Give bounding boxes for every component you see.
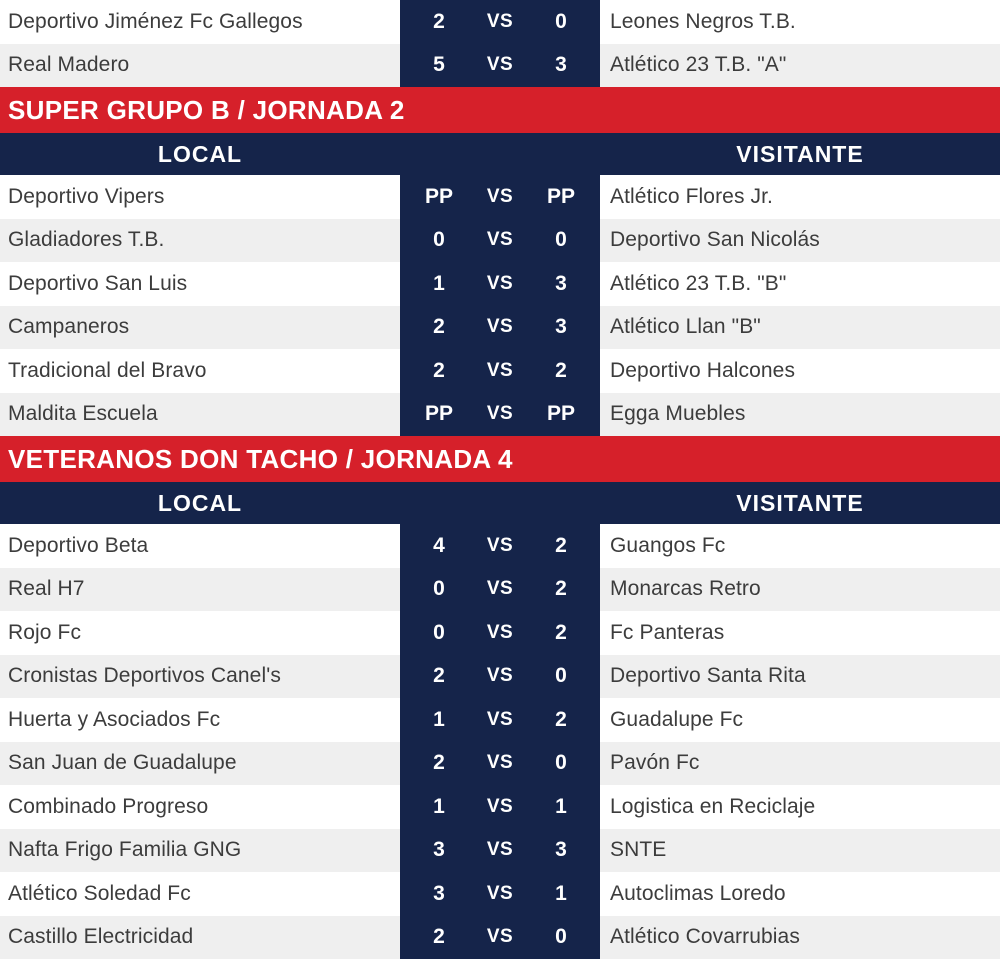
away-team: Atlético Llan "B" <box>600 306 1000 350</box>
away-score: 3 <box>555 53 567 77</box>
home-score: 0 <box>433 577 445 601</box>
score-cell <box>400 785 600 829</box>
away-team: SNTE <box>600 829 1000 873</box>
column-header-visitante: VISITANTE <box>736 489 864 516</box>
score-cell <box>400 611 600 655</box>
table-row <box>0 785 1000 829</box>
score-cell <box>400 916 600 960</box>
score-cell <box>400 175 600 219</box>
vs-label: VS <box>486 839 514 861</box>
home-score: 2 <box>433 358 445 382</box>
column-header-local: LOCAL <box>157 140 243 167</box>
vs-label: VS <box>486 926 514 948</box>
score-cell <box>400 742 600 786</box>
score-cell <box>400 829 600 873</box>
table-row <box>0 175 1000 219</box>
table-row <box>0 393 1000 437</box>
away-team: Egga Muebles <box>600 393 1000 437</box>
home-score: 2 <box>433 925 445 949</box>
home-score: 2 <box>433 315 445 339</box>
away-score: 3 <box>555 838 567 862</box>
home-team: Huerta y Asociados Fc <box>0 698 400 742</box>
vs-label: VS <box>486 229 514 251</box>
table-row <box>0 742 1000 786</box>
home-team: Deportivo San Luis <box>0 262 400 306</box>
table-row <box>0 698 1000 742</box>
vs-label: VS <box>486 621 514 643</box>
away-score: PP <box>546 402 575 426</box>
table-row <box>0 568 1000 612</box>
away-score: 0 <box>555 9 567 33</box>
away-team: Atlético Flores Jr. <box>600 175 1000 219</box>
home-score: 1 <box>433 271 445 295</box>
table-row <box>0 0 1000 44</box>
away-score: 0 <box>555 228 567 252</box>
away-team: Pavón Fc <box>600 742 1000 786</box>
score-cell <box>400 306 600 350</box>
home-team: Deportivo Jiménez Fc Gallegos <box>0 0 400 44</box>
home-score: PP <box>424 402 453 426</box>
home-team: Castillo Electricidad <box>0 916 400 960</box>
home-team: Real H7 <box>0 568 400 612</box>
away-score: 2 <box>555 620 567 644</box>
home-team: Tradicional del Bravo <box>0 349 400 393</box>
home-team: Cronistas Deportivos Canel's <box>0 655 400 699</box>
away-score: 0 <box>555 664 567 688</box>
away-team: Fc Panteras <box>600 611 1000 655</box>
home-score: 4 <box>433 533 445 557</box>
vs-label: VS <box>486 882 514 904</box>
score-cell <box>400 44 600 88</box>
home-team: Combinado Progreso <box>0 785 400 829</box>
table-row <box>0 829 1000 873</box>
section-banner: SUPER GRUPO B / JORNADA 2 <box>0 87 1000 133</box>
score-cell <box>400 872 600 916</box>
away-team: Deportivo Santa Rita <box>600 655 1000 699</box>
score-cell <box>400 393 600 437</box>
away-team: Guadalupe Fc <box>600 698 1000 742</box>
vs-label: VS <box>486 403 514 425</box>
home-team: Gladiadores T.B. <box>0 219 400 263</box>
vs-label: VS <box>486 359 514 381</box>
home-score: 0 <box>433 620 445 644</box>
home-score: 3 <box>433 881 445 905</box>
away-team: Atlético 23 T.B. "A" <box>600 44 1000 88</box>
vs-label: VS <box>486 185 514 207</box>
home-score: 2 <box>433 664 445 688</box>
away-score: PP <box>546 184 575 208</box>
home-team: Real Madero <box>0 44 400 88</box>
vs-label: VS <box>486 54 514 76</box>
home-score: 1 <box>433 794 445 818</box>
away-score: 2 <box>555 577 567 601</box>
away-score: 1 <box>555 881 567 905</box>
away-score: 3 <box>555 315 567 339</box>
vs-label: VS <box>486 272 514 294</box>
home-score: PP <box>424 184 453 208</box>
vs-label: VS <box>486 10 514 32</box>
table-row <box>0 524 1000 568</box>
table-row <box>0 44 1000 88</box>
away-score: 1 <box>555 794 567 818</box>
score-cell <box>400 698 600 742</box>
home-score: 2 <box>433 751 445 775</box>
away-score: 3 <box>555 271 567 295</box>
home-score: 0 <box>433 228 445 252</box>
away-team: Atlético Covarrubias <box>600 916 1000 960</box>
vs-label: VS <box>486 795 514 817</box>
away-score: 0 <box>555 925 567 949</box>
home-score: 5 <box>433 53 445 77</box>
column-header-row <box>0 482 1000 524</box>
away-team: Deportivo San Nicolás <box>600 219 1000 263</box>
vs-label: VS <box>486 316 514 338</box>
home-team: San Juan de Guadalupe <box>0 742 400 786</box>
column-header-row <box>0 133 1000 175</box>
home-team: Campaneros <box>0 306 400 350</box>
home-team: Atlético Soledad Fc <box>0 872 400 916</box>
vs-label: VS <box>486 708 514 730</box>
away-team: Guangos Fc <box>600 524 1000 568</box>
score-cell <box>400 262 600 306</box>
home-score: 2 <box>433 9 445 33</box>
table-row <box>0 349 1000 393</box>
home-team: Rojo Fc <box>0 611 400 655</box>
vs-label: VS <box>486 665 514 687</box>
table-row <box>0 219 1000 263</box>
table-row <box>0 611 1000 655</box>
score-cell <box>400 219 600 263</box>
vs-label: VS <box>486 578 514 600</box>
away-score: 2 <box>555 358 567 382</box>
home-team: Maldita Escuela <box>0 393 400 437</box>
home-score: 3 <box>433 838 445 862</box>
section-banner: VETERANOS DON TACHO / JORNADA 4 <box>0 436 1000 482</box>
table-row <box>0 262 1000 306</box>
score-cell <box>400 349 600 393</box>
home-score: 1 <box>433 707 445 731</box>
top-results-group <box>0 0 1000 87</box>
home-team: Deportivo Beta <box>0 524 400 568</box>
table-row <box>0 872 1000 916</box>
away-score: 2 <box>555 707 567 731</box>
score-cell <box>400 0 600 44</box>
column-header-visitante: VISITANTE <box>736 140 864 167</box>
score-cell <box>400 568 600 612</box>
away-team: Atlético 23 T.B. "B" <box>600 262 1000 306</box>
home-team: Deportivo Vipers <box>0 175 400 219</box>
vs-label: VS <box>486 534 514 556</box>
away-team: Leones Negros T.B. <box>600 0 1000 44</box>
table-row <box>0 655 1000 699</box>
score-cell <box>400 655 600 699</box>
table-row <box>0 306 1000 350</box>
home-team: Nafta Frigo Familia GNG <box>0 829 400 873</box>
score-cell <box>400 524 600 568</box>
away-team: Autoclimas Loredo <box>600 872 1000 916</box>
away-score: 2 <box>555 533 567 557</box>
away-team: Logistica en Reciclaje <box>600 785 1000 829</box>
vs-label: VS <box>486 752 514 774</box>
away-team: Monarcas Retro <box>600 568 1000 612</box>
away-team: Deportivo Halcones <box>600 349 1000 393</box>
column-header-local: LOCAL <box>157 489 243 516</box>
away-score: 0 <box>555 751 567 775</box>
table-row <box>0 916 1000 960</box>
